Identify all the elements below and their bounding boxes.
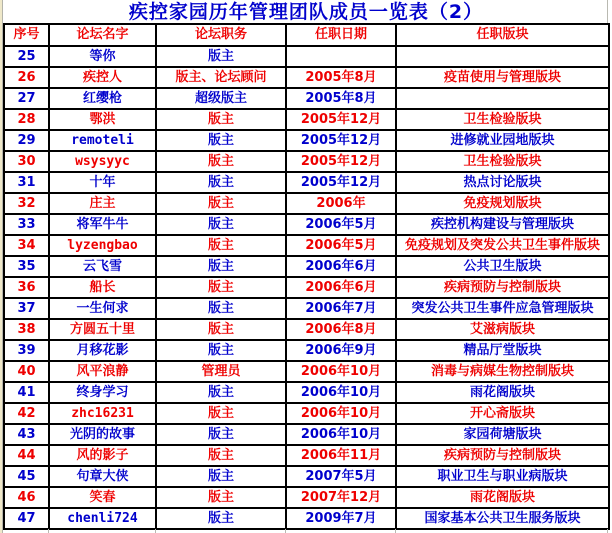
table-row — [4, 67, 609, 88]
table-row — [4, 361, 609, 382]
cell-forum-name: 庄主 — [49, 193, 156, 214]
members-table — [3, 23, 610, 530]
cell-forum-name: 方圆五十里 — [49, 319, 156, 340]
cell-board — [396, 88, 609, 109]
cell-board: 免疫规划及突发公共卫生事件版块 — [396, 235, 609, 256]
cell-board: 疾病预防与控制版块 — [396, 277, 609, 298]
cell-board: 雨花阁版块 — [396, 382, 609, 403]
cell-number: 36 — [4, 277, 49, 298]
cell-forum-name: chenli724 — [49, 508, 156, 529]
table-row — [4, 109, 609, 130]
cell-appoint-date: 2006年9月 — [286, 340, 396, 361]
cell-forum-role: 版主 — [156, 319, 286, 340]
header-number: 序号 — [4, 24, 49, 46]
table-row — [4, 382, 609, 403]
cell-forum-role: 版主 — [156, 466, 286, 487]
cell-forum-role: 版主 — [156, 298, 286, 319]
table-row — [4, 340, 609, 361]
cell-appoint-date: 2006年10月 — [286, 361, 396, 382]
cell-forum-role: 版主 — [156, 109, 286, 130]
cell-forum-name: lyzengbao — [49, 235, 156, 256]
table-row — [4, 403, 609, 424]
cell-number: 39 — [4, 340, 49, 361]
cell-forum-name: 船长 — [49, 277, 156, 298]
cell-appoint-date: 2007年5月 — [286, 466, 396, 487]
cell-number: 28 — [4, 109, 49, 130]
cell-appoint-date: 2006年5月 — [286, 235, 396, 256]
table-row — [4, 193, 609, 214]
cell-board: 精品厅堂版块 — [396, 340, 609, 361]
cell-appoint-date: 2005年12月 — [286, 109, 396, 130]
cell-forum-role: 版主 — [156, 46, 286, 67]
cell-forum-name: 月移花影 — [49, 340, 156, 361]
cell-number: 37 — [4, 298, 49, 319]
cell-number: 34 — [4, 235, 49, 256]
cell-forum-name: remoteli — [49, 130, 156, 151]
cell-forum-name: 笑春 — [49, 487, 156, 508]
cell-number: 35 — [4, 256, 49, 277]
cell-board: 家园荷塘版块 — [396, 424, 609, 445]
cell-forum-role: 版主 — [156, 172, 286, 193]
cell-board: 卫生检验版块 — [396, 151, 609, 172]
cell-board: 疾控机构建设与管理版块 — [396, 214, 609, 235]
cell-number: 33 — [4, 214, 49, 235]
excel-gridline — [607, 529, 608, 533]
cell-forum-name: 一生何求 — [49, 298, 156, 319]
header-forum-role: 论坛职务 — [156, 24, 286, 46]
cell-number: 43 — [4, 424, 49, 445]
cell-number: 32 — [4, 193, 49, 214]
table-row — [4, 487, 609, 508]
cell-forum-role: 版主 — [156, 130, 286, 151]
cell-forum-name: 将军牛牛 — [49, 214, 156, 235]
cell-forum-role: 版主 — [156, 277, 286, 298]
cell-forum-name: 风平浪静 — [49, 361, 156, 382]
cell-number: 25 — [4, 46, 49, 67]
cell-appoint-date: 2006年10月 — [286, 403, 396, 424]
table-row — [4, 235, 609, 256]
cell-board: 职业卫生与职业病版块 — [396, 466, 609, 487]
excel-gridline — [285, 529, 286, 533]
cell-appoint-date: 2005年12月 — [286, 172, 396, 193]
cell-forum-name: 十年 — [49, 172, 156, 193]
cell-appoint-date — [286, 46, 396, 67]
cell-forum-name: 句章大侠 — [49, 466, 156, 487]
table-row — [4, 130, 609, 151]
table-row — [4, 172, 609, 193]
cell-board: 卫生检验版块 — [396, 109, 609, 130]
cell-forum-name: 红缨枪 — [49, 88, 156, 109]
cell-board — [396, 46, 609, 67]
cell-appoint-date: 2005年12月 — [286, 151, 396, 172]
cell-number: 40 — [4, 361, 49, 382]
cell-forum-name: zhc16231 — [49, 403, 156, 424]
table-row — [4, 319, 609, 340]
cell-appoint-date: 2006年 — [286, 193, 396, 214]
cell-appoint-date: 2009年7月 — [286, 508, 396, 529]
table-row — [4, 46, 609, 67]
cell-forum-role: 版主 — [156, 382, 286, 403]
cell-appoint-date: 2005年8月 — [286, 67, 396, 88]
cell-appoint-date: 2006年10月 — [286, 424, 396, 445]
table-row — [4, 445, 609, 466]
cell-forum-role: 版主 — [156, 403, 286, 424]
cell-appoint-date: 2006年6月 — [286, 256, 396, 277]
cell-forum-role: 版主 — [156, 424, 286, 445]
cell-board: 国家基本公共卫生服务版块 — [396, 508, 609, 529]
cell-appoint-date: 2006年5月 — [286, 214, 396, 235]
members-table-sheet — [3, 0, 609, 530]
cell-board: 疾病预防与控制版块 — [396, 445, 609, 466]
cell-appoint-date: 2006年11月 — [286, 445, 396, 466]
cell-forum-role: 版主、论坛顾问 — [156, 67, 286, 88]
table-row — [4, 424, 609, 445]
cell-forum-name: 终身学习 — [49, 382, 156, 403]
table-row — [4, 298, 609, 319]
header-appoint-date: 任职日期 — [286, 24, 396, 46]
cell-board: 开心斋版块 — [396, 403, 609, 424]
cell-number: 47 — [4, 508, 49, 529]
cell-forum-role: 版主 — [156, 445, 286, 466]
cell-forum-role: 管理员 — [156, 361, 286, 382]
cell-number: 45 — [4, 466, 49, 487]
cell-forum-role: 版主 — [156, 508, 286, 529]
cell-number: 26 — [4, 67, 49, 88]
cell-number: 44 — [4, 445, 49, 466]
table-row — [4, 151, 609, 172]
table-row — [4, 466, 609, 487]
cell-number: 41 — [4, 382, 49, 403]
cell-appoint-date: 2006年7月 — [286, 298, 396, 319]
cell-forum-role: 版主 — [156, 151, 286, 172]
cell-forum-role: 版主 — [156, 340, 286, 361]
cell-number: 46 — [4, 487, 49, 508]
cell-number: 31 — [4, 172, 49, 193]
cell-forum-name: wsysyyc — [49, 151, 156, 172]
excel-gridline — [155, 529, 156, 533]
cell-number: 42 — [4, 403, 49, 424]
cell-board: 进修就业园地版块 — [396, 130, 609, 151]
header-forum-name: 论坛名字 — [49, 24, 156, 46]
cell-forum-name: 云飞雪 — [49, 256, 156, 277]
excel-gridline — [395, 529, 396, 533]
cell-forum-name: 疾控人 — [49, 67, 156, 88]
cell-board: 突发公共卫生事件应急管理版块 — [396, 298, 609, 319]
cell-forum-role: 版主 — [156, 214, 286, 235]
cell-number: 38 — [4, 319, 49, 340]
cell-number: 27 — [4, 88, 49, 109]
cell-board: 公共卫生版块 — [396, 256, 609, 277]
cell-appoint-date: 2005年8月 — [286, 88, 396, 109]
table-row — [4, 256, 609, 277]
header-board: 任职版块 — [396, 24, 609, 46]
header-row — [4, 24, 609, 46]
table-row — [4, 508, 609, 529]
cell-forum-name: 光阴的故事 — [49, 424, 156, 445]
cell-appoint-date: 2005年12月 — [286, 130, 396, 151]
cell-appoint-date: 2007年12月 — [286, 487, 396, 508]
cell-number: 29 — [4, 130, 49, 151]
cell-forum-name: 鄂洪 — [49, 109, 156, 130]
cell-appoint-date: 2006年6月 — [286, 277, 396, 298]
cell-board: 免疫规划版块 — [396, 193, 609, 214]
cell-board: 疫苗使用与管理版块 — [396, 67, 609, 88]
table-row — [4, 88, 609, 109]
table-row — [4, 214, 609, 235]
cell-board: 消毒与病媒生物控制版块 — [396, 361, 609, 382]
cell-forum-role: 超级版主 — [156, 88, 286, 109]
cell-appoint-date: 2006年8月 — [286, 319, 396, 340]
table-row — [4, 277, 609, 298]
excel-gridline — [48, 529, 49, 533]
cell-forum-role: 版主 — [156, 487, 286, 508]
cell-number: 30 — [4, 151, 49, 172]
cell-board: 艾滋病版块 — [396, 319, 609, 340]
cell-forum-name: 风的影子 — [49, 445, 156, 466]
page-title: 疾控家园历年管理团队成员一览表（2） — [128, 1, 484, 23]
cell-forum-role: 版主 — [156, 193, 286, 214]
cell-board: 热点讨论版块 — [396, 172, 609, 193]
cell-board: 雨花阁版块 — [396, 487, 609, 508]
cell-forum-role: 版主 — [156, 235, 286, 256]
cell-forum-role: 版主 — [156, 256, 286, 277]
cell-forum-name: 等你 — [49, 46, 156, 67]
cell-appoint-date: 2006年10月 — [286, 382, 396, 403]
